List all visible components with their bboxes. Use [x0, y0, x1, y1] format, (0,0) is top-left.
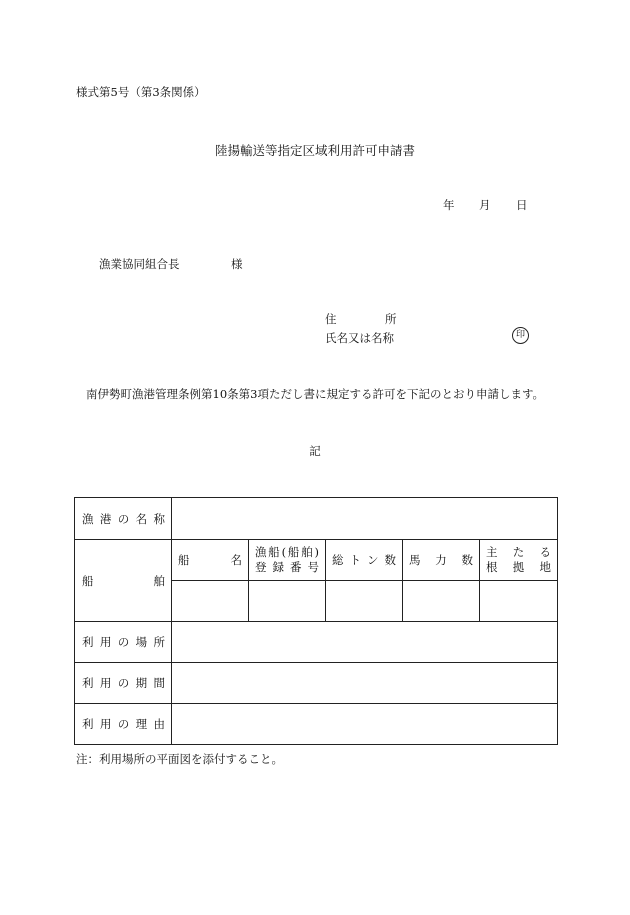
- table-row-reason: [75, 704, 558, 745]
- port-name-label: 漁港の名称: [75, 498, 172, 540]
- ship-name-header-text: 船名: [178, 553, 242, 567]
- form-number: 様式第5号（第3条関係）: [76, 85, 206, 99]
- gross-tonnage-header: [326, 540, 403, 581]
- date-month-label: 月: [479, 198, 491, 212]
- home-port-field[interactable]: [480, 581, 558, 622]
- gross-tonnage-field[interactable]: [326, 581, 403, 622]
- date-day-label: 日: [516, 198, 528, 212]
- home-port-header-line2: 根拠地: [486, 560, 552, 574]
- table-row-port-name: [75, 498, 558, 540]
- gross-tonnage-header-text: 総トン数: [332, 553, 396, 567]
- reason-label: 利用の理由: [75, 704, 172, 745]
- period-field[interactable]: [172, 663, 558, 704]
- application-table: [74, 497, 558, 745]
- seal-icon: 印: [512, 327, 529, 344]
- ship-name-field[interactable]: [172, 581, 249, 622]
- document-title: 陸揚輸送等指定区域利用許可申請書: [214, 143, 415, 158]
- table-row-vessel-header: [75, 540, 558, 581]
- place-label: 利用の場所: [75, 622, 172, 663]
- footnote: 注：利用場所の平面図を添付すること。: [76, 752, 283, 766]
- addressee-name: 漁業協同組合長: [99, 257, 180, 271]
- registration-header-line1: 漁船(船舶): [255, 545, 319, 559]
- applicant-name-label: 氏名又は名称: [325, 331, 394, 345]
- vessel-label: 船舶: [75, 540, 172, 622]
- table-row-period: [75, 663, 558, 704]
- ship-name-header: [172, 540, 249, 581]
- applicant-address-label-1: 住: [325, 312, 337, 326]
- registration-header-line2: 登録番号: [255, 560, 319, 574]
- ki-label: 記: [309, 444, 321, 458]
- applicant-address-label-2: 所: [385, 312, 397, 326]
- addressee-honorific: 様: [231, 257, 243, 271]
- horsepower-header: [403, 540, 480, 581]
- registration-number-header: [249, 540, 326, 581]
- body-text: 南伊勢町漁港管理条例第10条第3項ただし書に規定する許可を下記のとおり申請します。: [86, 387, 545, 401]
- reason-field[interactable]: [172, 704, 558, 745]
- period-label: 利用の期間: [75, 663, 172, 704]
- horsepower-field[interactable]: [403, 581, 480, 622]
- table-row-place: [75, 622, 558, 663]
- horsepower-header-text: 馬力数: [409, 553, 473, 567]
- place-field[interactable]: [172, 622, 558, 663]
- port-name-field[interactable]: [172, 498, 558, 540]
- home-port-header-line1: 主たる: [486, 545, 552, 559]
- home-port-header: [480, 540, 558, 581]
- date-year-label: 年: [443, 198, 455, 212]
- registration-number-field[interactable]: [249, 581, 326, 622]
